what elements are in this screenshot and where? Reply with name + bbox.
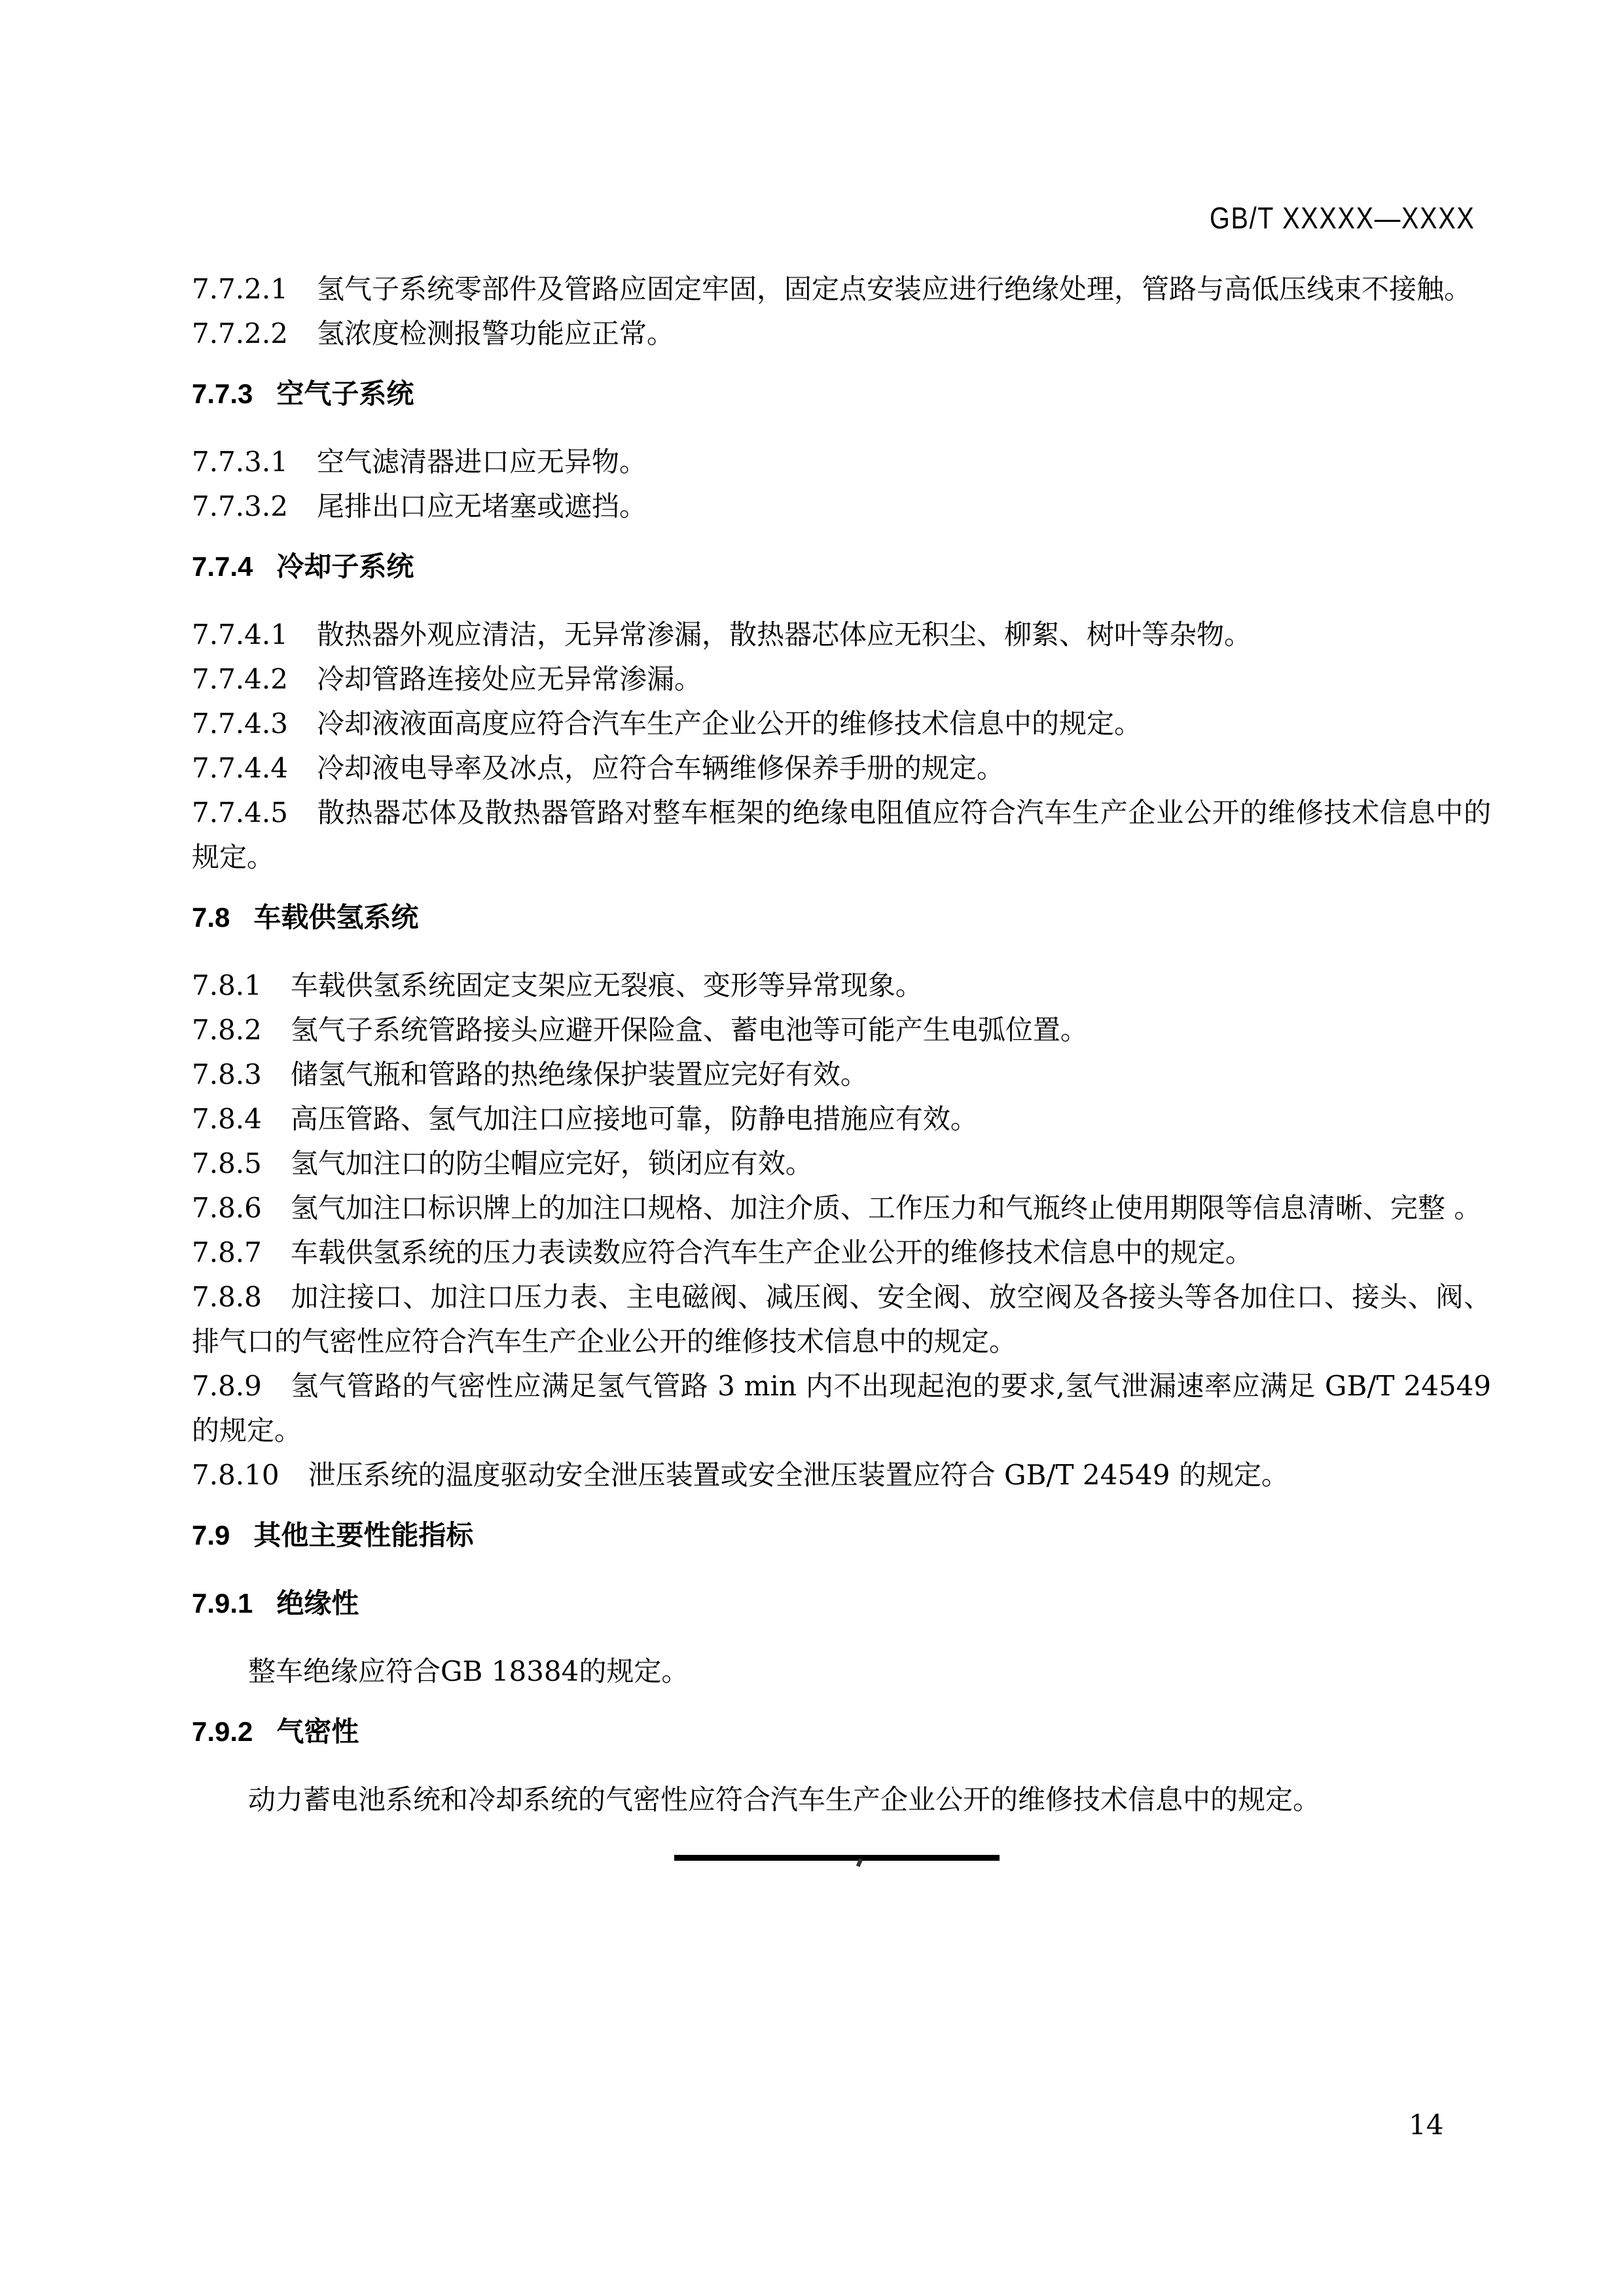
clause-item: [192, 1052, 1491, 1097]
clause-item: [192, 1230, 1491, 1275]
heading-text: 气密性: [276, 1716, 359, 1747]
heading-text: 绝缘性: [276, 1588, 359, 1619]
clause-number: 7.8.2: [192, 1014, 262, 1046]
clause-item: [192, 702, 1491, 746]
clause-number: 7.7.3.1: [192, 446, 288, 478]
section-heading: [192, 895, 1491, 940]
clause-item: [192, 1275, 1491, 1364]
clause-number: 7.7.2.1: [192, 273, 288, 305]
clause-number: 7.8.5: [192, 1147, 262, 1179]
clause-item: [192, 1186, 1491, 1230]
clause-text: 氢气加注口的防尘帽应完好，锁闭应有效。: [290, 1147, 813, 1179]
clause-text: 泄压系统的温度驱动安全泄压装置或安全泄压装置应符合 GB/T 24549 的规定。: [308, 1459, 1289, 1491]
clause-text: 储氢气瓶和管路的热绝缘保护装置应完好有效。: [290, 1058, 868, 1090]
clause-text: 氢浓度检测报警功能应正常。: [316, 317, 674, 350]
body-paragraph: [192, 1649, 1491, 1694]
clause-number: 7.7.2.2: [192, 317, 288, 350]
clause-text: 动力蓄电池系统和冷却系统的气密性应符合汽车生产企业公开的维修技术信息中的规定。: [248, 1784, 1321, 1816]
clause-item: [192, 963, 1491, 1008]
clause-text: 冷却管路连接处应无异常渗漏。: [316, 663, 702, 695]
end-separator-bar: [674, 1855, 1000, 1861]
heading-text: 车载供氢系统: [253, 902, 419, 933]
heading-number: 7.8: [192, 902, 230, 933]
clause-text: 高压管路、氢气加注口应接地可靠，防静电措施应有效。: [290, 1103, 978, 1135]
clause-item: [192, 1364, 1491, 1453]
clause-item: [192, 440, 1491, 484]
content: [192, 267, 1491, 1861]
clause-number: 7.7.4.2: [192, 663, 288, 695]
body-paragraph: [192, 1778, 1491, 1822]
clause-number: 7.7.4.4: [192, 752, 288, 784]
heading-number: 7.9.1: [192, 1588, 253, 1619]
clause-item: [192, 484, 1491, 529]
clause-item: [192, 312, 1491, 356]
section-heading: [192, 1513, 1491, 1558]
section-heading: [192, 372, 1491, 416]
clause-item: [192, 613, 1491, 657]
section-heading: [192, 1710, 1491, 1754]
clause-number: 7.7.4.5: [192, 797, 288, 829]
clause-item: [192, 1141, 1491, 1186]
clause-number: 7.8.8: [192, 1281, 262, 1313]
clause-text: 加注接口、加注口压力表、主电磁阀、减压阀、安全阀、放空阀及各接头等各加住口、接头、阀、排气口的气密性应符合汽车生产企业公开的维修技术信息中的规定。: [192, 1281, 1491, 1357]
heading-text: 其他主要性能指标: [253, 1520, 474, 1551]
heading-text: 空气子系统: [276, 378, 414, 409]
clause-number: 7.7.3.2: [192, 490, 288, 522]
clause-text: 氢气子系统零部件及管路应固定牢固，固定点安装应进行绝缘处理，管路与高低压线束不接触。: [316, 273, 1471, 305]
clause-item: [192, 791, 1491, 880]
clause-text: 氢气子系统管路接头应避开保险盒、蓄电池等可能产生电弧位置。: [290, 1014, 1088, 1046]
clause-item: [192, 267, 1491, 312]
clause-number: 7.8.9: [192, 1370, 262, 1402]
clause-text: 散热器芯体及散热器管路对整车框架的绝缘电阻值应符合汽车生产企业公开的维修技术信息中的规定。: [192, 797, 1491, 873]
section-heading: [192, 1581, 1491, 1626]
clause-item: [192, 657, 1491, 702]
clause-item: [192, 1008, 1491, 1052]
clause-text: 空气滤清器进口应无异物。: [316, 446, 647, 478]
heading-number: 7.9: [192, 1520, 230, 1551]
clause-item: [192, 746, 1491, 791]
clause-text: 尾排出口应无堵塞或遮挡。: [316, 490, 647, 522]
section-heading: [192, 545, 1491, 589]
clause-text: 整车绝缘应符合GB 18384的规定。: [248, 1655, 689, 1687]
clause-item: [192, 1097, 1491, 1141]
clause-text: 氢气加注口标识牌上的加注口规格、加注介质、工作压力和气瓶终止使用期限等信息清晰、完整 。: [290, 1192, 1482, 1224]
clause-number: 7.8.7: [192, 1236, 262, 1268]
clause-number: 7.8.6: [192, 1192, 262, 1224]
clause-item: [192, 1453, 1491, 1498]
clause-text: 车载供氢系统固定支架应无裂痕、变形等异常现象。: [290, 969, 923, 1001]
clause-text: 冷却液电导率及冰点，应符合车辆维修保养手册的规定。: [316, 752, 1004, 784]
clause-text: 氢气管路的气密性应满足氢气管路 3 min 内不出现起泡的要求,氢气泄漏速率应满足 GB/T 24549 的规定。: [192, 1370, 1491, 1446]
clause-number: 7.7.4.1: [192, 619, 288, 651]
clause-number: 7.7.4.3: [192, 708, 288, 740]
clause-number: 7.8.3: [192, 1058, 262, 1090]
clause-text: 冷却液液面高度应符合汽车生产企业公开的维修技术信息中的规定。: [316, 708, 1142, 740]
heading-number: 7.7.4: [192, 551, 253, 582]
clause-number: 7.8.4: [192, 1103, 262, 1135]
clause-text: 散热器外观应清洁，无异常渗漏，散热器芯体应无积尘、柳絮、树叶等杂物。: [316, 619, 1252, 651]
clause-number: 7.8.10: [192, 1459, 280, 1491]
page-number: 14: [1409, 2109, 1444, 2141]
heading-number: 7.9.2: [192, 1716, 253, 1747]
clause-text: 车载供氢系统的压力表读数应符合汽车生产企业公开的维修技术信息中的规定。: [290, 1236, 1253, 1268]
heading-text: 冷却子系统: [276, 551, 414, 582]
clause-number: 7.8.1: [192, 969, 262, 1001]
standard-code-header: GB/T XXXXX—XXXX: [1209, 201, 1475, 235]
heading-number: 7.7.3: [192, 378, 253, 409]
